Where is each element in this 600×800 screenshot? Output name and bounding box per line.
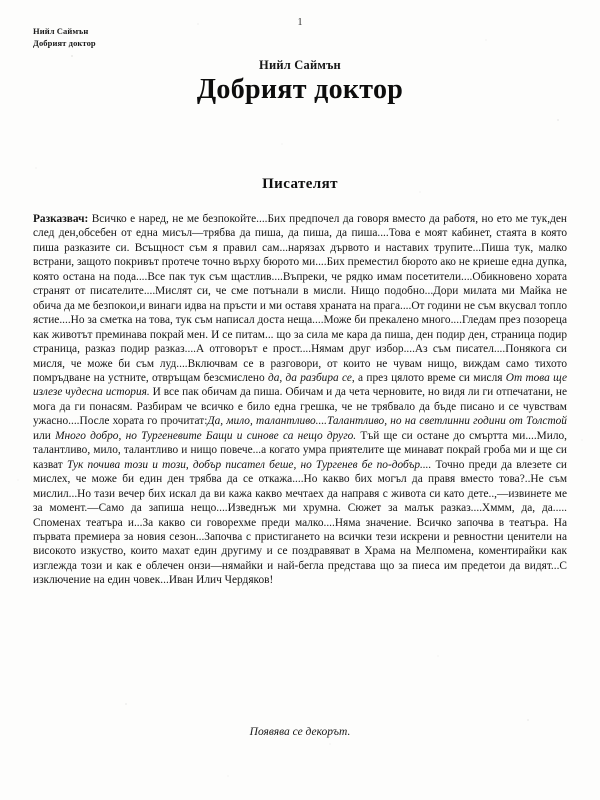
- page-number: 1: [297, 17, 303, 28]
- running-head: [33, 25, 96, 49]
- monologue-italic-1: да, да разбира се: [267, 371, 352, 384]
- stage-direction: Появява се декорът.: [249, 726, 351, 738]
- page-title: Добрият доктор: [196, 74, 404, 105]
- running-head-title: Добрият доктор: [33, 38, 96, 49]
- monologue-italic-5: Тук почива този и този, добър писател беше, но Тургенев бе по-добър....: [66, 458, 432, 471]
- monologue-text-2: , а през цялото време си мисля: [351, 371, 506, 384]
- monologue-text-1: Всичко е наред, не ме безпокойте....Бих предпочел да говоря вместо да работя, но ето ме тук,ден след ден,обсебен от една мисъл—трябва да пиша, да пиша, да пиша....Това е моят кабинет, стаята в която пиша разказите си. Всъщност съм я правил сам...нарязах дървото и наставих трупите...Пиша тук, малко встрани, защото покривът протече точно върху бюрото ми....Бих преместил бюрото ако не криеше една дупка, която остана на пода....Все пак тук съм щастлив....Въпреки, че рядко имам посетители....Обикновено хората странят от писателите....Мислят си, че сме потънали в мисли. Нищо подобно...Дори милата ми Майка не обича да ме безпокои,и винаги идва на пръсти и ми оставя храната на прага....От години не съм вкусвал топло ястие....Но за сметка на това, тук съм написал доста неща....Може би прекалено много....Гледам през позореца как животът преминава покрай мен. И се питам... що за сила ме кара да пиша, ден подир ден, страница подир страница, разказ подир разказ....А отговорът е прост....Нямам друг избор....Аз съм писател....Понякога си мисля, че може би съм луд....Включвам се в разговори, от които не чувам нищо, виждам само тихото помръдване на устните, отвръщам безсмислено: [33, 213, 567, 384]
- monologue-text-4: или: [33, 429, 56, 442]
- monologue-paragraph: [33, 212, 567, 588]
- speaker-label: Разказвач:: [33, 213, 89, 225]
- running-head-author: Нийл Саймън: [33, 26, 89, 36]
- section-heading: Писателят: [262, 176, 338, 192]
- monologue-italic-2: От това ще излезе чудесна история.: [33, 371, 568, 399]
- byline-author: Нийл Саймън: [259, 58, 341, 72]
- monologue-italic-4: Много добро, но Тургеневите Бащи и синове са нещо друго.: [55, 429, 357, 442]
- monologue-text-5: Тъй ще си остане до смъртта ми....Мило, талантливо, мило, талантливо и нищо повече...а когато умра приятелите ще минават покрай гроба ми и ще си казват: [33, 429, 567, 471]
- monologue-text-6: Точно преди да влезете си мислех, че може би един ден трябва да се откажа....Но какво бих могъл да правя вместо това?..Не съм мислил...Но тази вечер бих искал да ви кажа какво мечтаех да направя с живота си като дете..,—извинете ме за момент.—Само да запиша нещо....Изведнъж ми хрумна. Сюжет за малък разказ....Хммм, да, да..... Споменах театъра и...За какво си говорехме преди малко....Няма значение. Всичко започва в театъра. На първата премиера за новия сезон...Започва с пристигането на всички тези искрени и ревностни ценители на високото изкуство, които махат един другиму и се поздравяват в Храма на Мелпомена, коментирайки как изглежда този и как е облечен онзи—нямайки и най-бегла представа що за пиеса им предетои да видят...С изключение на един човек...Иван Илич Чердяков!: [33, 458, 568, 587]
- monologue-italic-3: Да, мило, талантливо....Талантливо, но на светлинни години от Толстой: [207, 415, 567, 428]
- monologue-text-3: И все пак обичам да пиша. Обичам и да чета черновите, но видя ли ги отпечатани, не мога да ги понасям. Разбирам че всичко е било една грешка, че не трябвало да бъде писано и се чувствам ужасно....После хората го прочитат:: [33, 386, 567, 428]
